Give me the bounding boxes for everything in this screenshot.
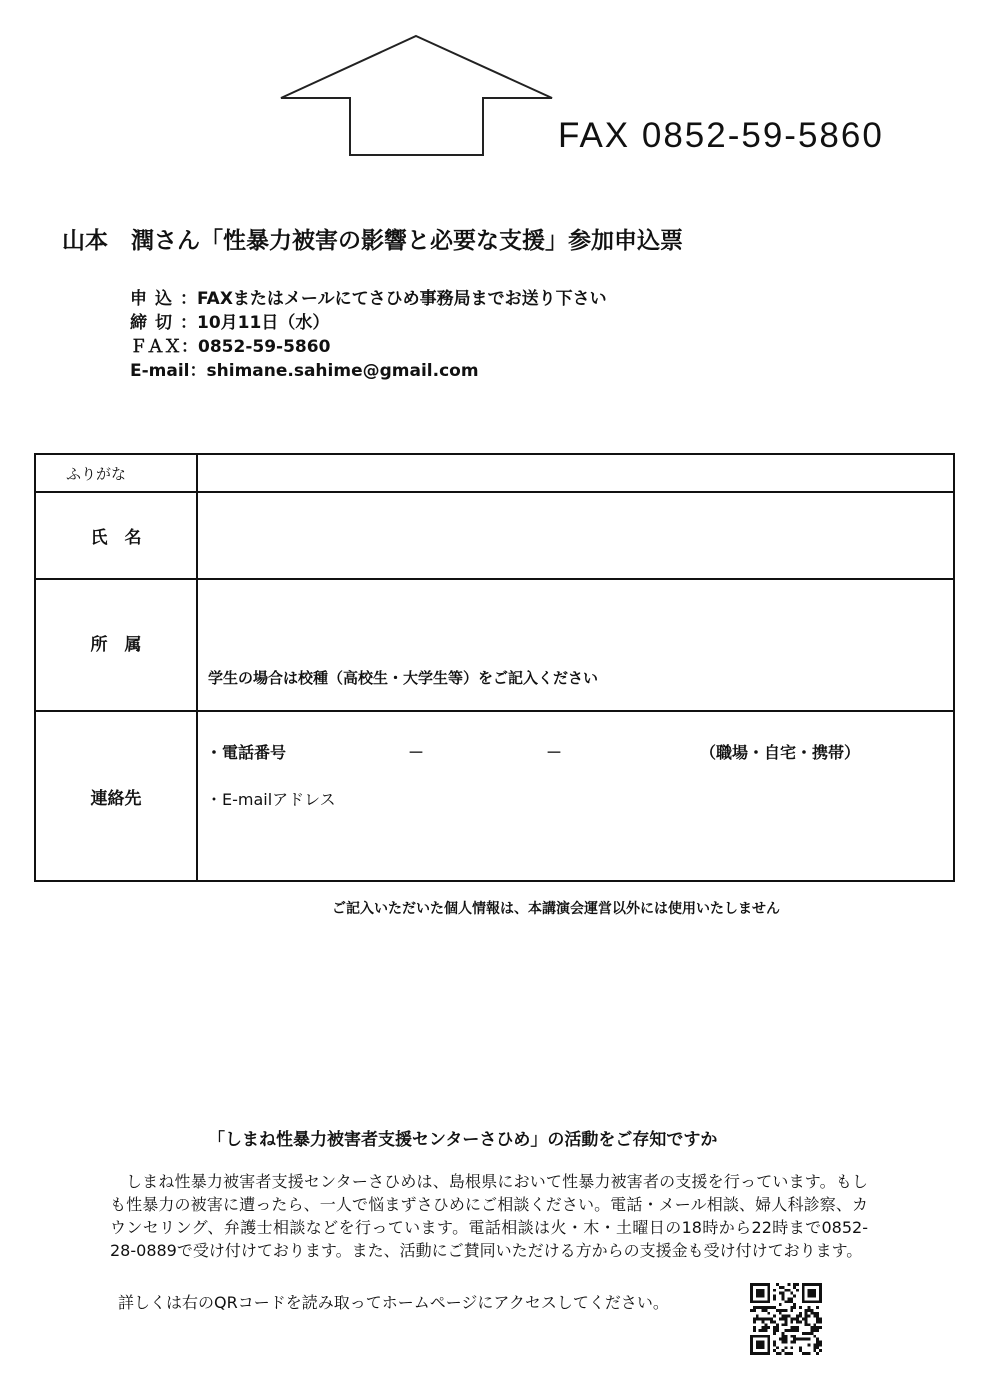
phone-dash-2: －	[546, 743, 563, 762]
phone-type: （職場・自宅・携帯）	[700, 743, 861, 762]
phone-label: ・電話番号	[206, 743, 287, 762]
furigana-label: ふりがな	[35, 454, 197, 492]
info-deadline-value: ：10月11日（水）	[180, 313, 330, 333]
form-row-name	[35, 492, 954, 579]
info-email	[130, 359, 479, 383]
privacy-note: ご記入いただいた個人情報は、本講演会運営以外には使用いたしません	[332, 901, 780, 917]
info-fax	[130, 335, 330, 359]
name-label: 氏 名	[35, 492, 197, 579]
affiliation-label: 所 属	[35, 579, 197, 711]
page-title: 山本 潤さん「性暴力被害の影響と必要な支援」参加申込票	[62, 228, 683, 254]
info-fax-label: ＦＡＸ	[130, 337, 181, 357]
phone-dash-1: －	[408, 743, 425, 762]
info-apply	[130, 287, 607, 311]
affiliation-note: 学生の場合は校種（高校生・大学生等）をご記入ください	[208, 669, 599, 687]
qr-code-icon	[750, 1283, 822, 1355]
furigana-field[interactable]	[197, 454, 954, 492]
info-email-label: E-mail	[130, 361, 190, 381]
info-email-value: ：shimane.sahime@gmail.com	[189, 361, 479, 381]
form-row-affiliation	[35, 579, 954, 711]
form-row-contact	[35, 711, 954, 881]
info-deadline	[130, 311, 329, 335]
info-apply-label: 申込	[130, 289, 180, 309]
application-form	[34, 453, 955, 882]
info-fax-value: ：0852-59-5860	[181, 337, 331, 357]
description-paragraph	[110, 1170, 868, 1262]
fax-number-header: FAX 0852-59-5860	[558, 116, 884, 155]
question-title: 「しまね性暴力被害者支援センターさひめ」の活動をご存知ですか	[208, 1130, 718, 1150]
qr-note: 詳しくは右のQRコードを読み取ってホームページにアクセスしてください。	[118, 1293, 669, 1312]
info-deadline-label: 締切	[130, 313, 180, 333]
info-apply-value: ：FAXまたはメールにてさひめ事務局までお送り下さい	[180, 289, 607, 309]
email-address-label: ・E-mailアドレス	[206, 790, 336, 809]
affiliation-field[interactable]	[197, 579, 954, 711]
description-text: しまね性暴力被害者支援センターさひめは、島根県において性暴力被害者の支援を行っています。もしも性暴力の被害に遭ったら、一人で悩まずさひめにご相談ください。電話・メール相談、婦人科診察、カウンセリング、弁護士相談などを行っています。電話相談は火・木・土曜日の18時から22時まで0852-28-0889で受け付けております。また、活動にご賛同いただける方からの支援金も受け付けております。	[110, 1172, 868, 1260]
contact-field[interactable]	[197, 711, 954, 881]
form-row-furigana	[35, 454, 954, 492]
name-field[interactable]	[197, 492, 954, 579]
contact-label: 連絡先	[35, 711, 197, 881]
up-arrow-icon	[278, 34, 558, 160]
